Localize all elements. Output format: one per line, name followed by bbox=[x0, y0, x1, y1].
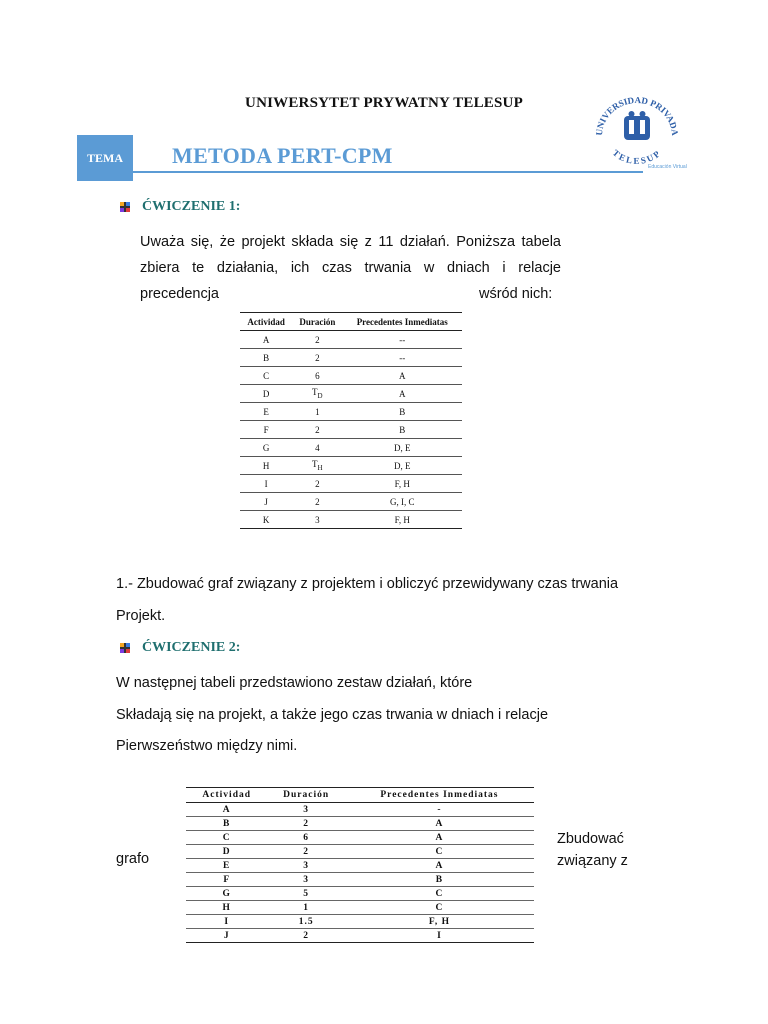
exercise2-line2: Składają się na projekt, a także jego czas trwania w dniach i relacje bbox=[116, 707, 549, 723]
table-row bbox=[240, 331, 462, 349]
table-cell bbox=[342, 511, 462, 529]
table-cell-text: 3 bbox=[315, 514, 320, 525]
table-cell-text: A bbox=[262, 334, 270, 345]
table-cell: A bbox=[345, 859, 534, 873]
exercise2-side-right-2: związany z bbox=[557, 853, 628, 869]
table-cell: - bbox=[345, 803, 534, 817]
tema-label: TEMA bbox=[77, 135, 133, 181]
table-cell bbox=[240, 421, 292, 439]
table-cell bbox=[292, 457, 342, 475]
table-cell-text: A bbox=[398, 370, 406, 381]
table-cell-text: T bbox=[312, 459, 318, 470]
table-cell-text: F, H bbox=[394, 478, 410, 489]
table-cell-text: 2 bbox=[315, 334, 320, 345]
table-cell-text: A bbox=[398, 388, 406, 399]
table-cell bbox=[240, 403, 292, 421]
table-cell-text: D, E bbox=[393, 460, 411, 471]
table-cell: 1 bbox=[267, 901, 344, 915]
exercise2-heading-text: ĆWICZENIE 2: bbox=[142, 640, 241, 655]
exercise2-side-left: grafo bbox=[116, 851, 150, 867]
table-cell: A bbox=[186, 803, 267, 817]
table-row bbox=[186, 845, 534, 859]
table-cell-text: T bbox=[312, 387, 318, 398]
exercise1-heading-text: ĆWICZENIE 1: bbox=[142, 199, 241, 214]
exercise2-side-right-1: Zbudować bbox=[557, 831, 624, 847]
table-cell bbox=[240, 349, 292, 367]
table-cell bbox=[342, 421, 462, 439]
table-cell-text: -- bbox=[399, 352, 406, 363]
table-cell: H bbox=[186, 901, 267, 915]
table-cell bbox=[240, 511, 292, 529]
table-row bbox=[240, 349, 462, 367]
table-cell bbox=[342, 493, 462, 511]
table-cell-text: 2 bbox=[315, 352, 320, 363]
table-cell bbox=[342, 403, 462, 421]
table-row bbox=[186, 817, 534, 831]
table-cell: 2 bbox=[267, 845, 344, 859]
table-cell-text: B bbox=[399, 424, 406, 435]
table-cell: C bbox=[186, 831, 267, 845]
table-cell: F bbox=[186, 873, 267, 887]
table-cell: 5 bbox=[267, 887, 344, 901]
table-cell-text: D bbox=[262, 388, 270, 399]
table-cell-text: 2 bbox=[315, 496, 320, 507]
table-cell bbox=[342, 457, 462, 475]
table-header: Actividad bbox=[186, 788, 267, 803]
exercise1-line3-right: wśród nich: bbox=[479, 286, 553, 302]
table-cell: F, H bbox=[345, 915, 534, 929]
table-cell: 3 bbox=[267, 803, 344, 817]
table-cell: J bbox=[186, 929, 267, 943]
table-cell: A bbox=[345, 817, 534, 831]
exercise1-heading bbox=[118, 199, 240, 215]
table-cell-text: J bbox=[264, 496, 268, 507]
table-cell-text: 2 bbox=[315, 478, 320, 489]
table-row bbox=[240, 439, 462, 457]
table-cell-text: E bbox=[263, 406, 269, 417]
table-row bbox=[186, 831, 534, 845]
table-header: Precedentes Inmediatas bbox=[342, 313, 462, 331]
bullet-icon bbox=[118, 641, 132, 655]
table-cell-text: 4 bbox=[315, 442, 320, 453]
tema-divider bbox=[133, 171, 643, 173]
exercise2-heading bbox=[118, 640, 240, 656]
table-cell-text: G, I, C bbox=[389, 496, 415, 507]
table-cell bbox=[292, 367, 342, 385]
table-cell-text: F, H bbox=[394, 514, 410, 525]
table-cell-subscript: H bbox=[317, 463, 323, 472]
table-row bbox=[240, 421, 462, 439]
table-cell-text: F bbox=[263, 424, 269, 435]
exercise1-line2: zbiera te działania, ich czas trwania w dniach i relacje bbox=[140, 260, 561, 276]
table-cell: 3 bbox=[267, 859, 344, 873]
exercise1-line3-left: precedencja bbox=[140, 286, 219, 302]
table-row bbox=[240, 457, 462, 475]
table-header: Duración bbox=[292, 313, 342, 331]
table-cell-text: C bbox=[263, 370, 270, 381]
exercise1-task-line1: 1.- Zbudować graf związany z projektem i obliczyć przewidywany czas trwania bbox=[116, 576, 619, 592]
table-row bbox=[186, 929, 534, 943]
table-cell: E bbox=[186, 859, 267, 873]
table-cell bbox=[292, 349, 342, 367]
table-cell bbox=[292, 493, 342, 511]
table-cell-text: D, E bbox=[393, 442, 411, 453]
table-cell-text: K bbox=[262, 514, 270, 525]
table-cell bbox=[292, 475, 342, 493]
table-cell bbox=[342, 331, 462, 349]
table-cell bbox=[342, 367, 462, 385]
exercise1-task-line2: Projekt. bbox=[116, 608, 166, 624]
table-cell bbox=[292, 421, 342, 439]
table-cell: C bbox=[345, 887, 534, 901]
table-cell-text: I bbox=[264, 478, 268, 489]
logo-subtext: Educación Virtual bbox=[648, 164, 687, 170]
table-row bbox=[186, 887, 534, 901]
table-cell bbox=[342, 475, 462, 493]
table-cell: 2 bbox=[267, 929, 344, 943]
table-cell-text: 2 bbox=[315, 424, 320, 435]
logo-text-bottom: TELESUP bbox=[610, 147, 664, 166]
table-row bbox=[186, 873, 534, 887]
table-cell: A bbox=[345, 831, 534, 845]
table-cell: I bbox=[345, 929, 534, 943]
table-cell-text: 1 bbox=[315, 406, 320, 417]
table-cell bbox=[240, 367, 292, 385]
table-header: Precedentes Inmediatas bbox=[345, 788, 534, 803]
exercise1-table bbox=[240, 312, 462, 529]
bullet-icon bbox=[118, 200, 132, 214]
table-row bbox=[240, 385, 462, 403]
table-cell: G bbox=[186, 887, 267, 901]
table-row bbox=[186, 901, 534, 915]
table-cell-subscript: D bbox=[317, 391, 323, 400]
table-header: Duración bbox=[267, 788, 344, 803]
table-row bbox=[186, 803, 534, 817]
table-cell bbox=[240, 475, 292, 493]
table-row bbox=[240, 367, 462, 385]
table-header: Actividad bbox=[240, 313, 292, 331]
table-cell-text: B bbox=[399, 406, 406, 417]
table-row bbox=[186, 859, 534, 873]
table-cell bbox=[292, 385, 342, 403]
topic-title: METODA PERT-CPM bbox=[172, 143, 393, 168]
table-row bbox=[240, 493, 462, 511]
logo-text-top: UNIVERSIDAD PRIVADA bbox=[593, 96, 681, 137]
table-cell: 6 bbox=[267, 831, 344, 845]
table-cell: 3 bbox=[267, 873, 344, 887]
university-logo bbox=[588, 96, 686, 168]
exercise2-line3: Pierwszeństwo między nimi. bbox=[116, 738, 298, 754]
table-cell: D bbox=[186, 845, 267, 859]
table-cell bbox=[292, 439, 342, 457]
table-cell: C bbox=[345, 845, 534, 859]
table-cell: 2 bbox=[267, 817, 344, 831]
table-cell bbox=[292, 511, 342, 529]
table-row bbox=[240, 475, 462, 493]
table-cell-text: B bbox=[263, 352, 270, 363]
exercise1-line1: Uważa się, że projekt składa się z 11 działań. Poniższa tabela bbox=[140, 234, 561, 250]
table-cell-text: 6 bbox=[315, 370, 320, 381]
table-cell bbox=[292, 403, 342, 421]
table-cell-text: -- bbox=[399, 334, 406, 345]
table-cell: 1.5 bbox=[267, 915, 344, 929]
exercise2-table bbox=[186, 787, 534, 943]
table-cell bbox=[342, 349, 462, 367]
table-cell-text: G bbox=[262, 442, 270, 453]
table-cell bbox=[240, 385, 292, 403]
logo-emblem-icon bbox=[624, 111, 650, 140]
table-cell bbox=[292, 331, 342, 349]
table-cell: B bbox=[186, 817, 267, 831]
table-row bbox=[186, 915, 534, 929]
exercise2-line1: W następnej tabeli przedstawiono zestaw działań, które bbox=[116, 675, 473, 691]
table-cell-text: H bbox=[262, 460, 270, 471]
table-row bbox=[240, 403, 462, 421]
table-cell bbox=[342, 385, 462, 403]
table-cell bbox=[240, 457, 292, 475]
table-cell: I bbox=[186, 915, 267, 929]
university-title: UNIWERSYTET PRYWATNY TELESUP bbox=[245, 95, 523, 111]
table-cell bbox=[240, 439, 292, 457]
table-cell: C bbox=[345, 901, 534, 915]
table-cell bbox=[240, 493, 292, 511]
table-row bbox=[240, 511, 462, 529]
table-cell: B bbox=[345, 873, 534, 887]
table-cell bbox=[240, 331, 292, 349]
table-cell bbox=[342, 439, 462, 457]
